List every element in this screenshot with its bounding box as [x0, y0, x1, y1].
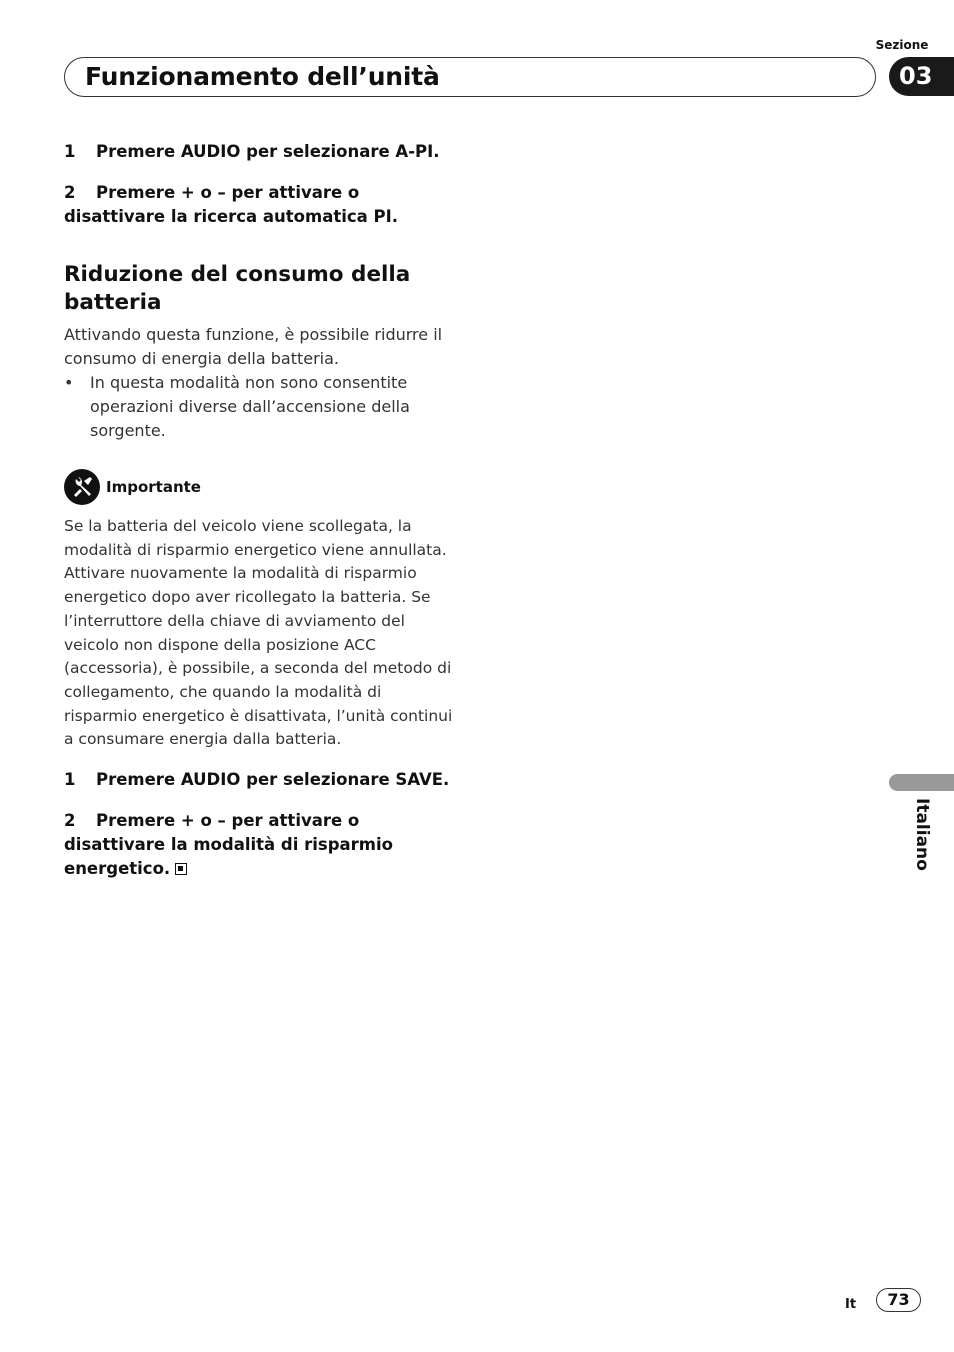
step-text: Premere + o – per attivare o disattivare la modalità di risparmio energetico. [64, 811, 393, 879]
page-title: Funzionamento dell’unità [85, 62, 440, 91]
step-2-top [64, 181, 456, 229]
important-text: Se la batteria del veicolo viene scollegata, la modalità di risparmio energetico viene annullata. Attivare nuovamente la modalità di risparmio energetico dopo aver ricollegato la batteria. Se l’interruttore della chiave di avviamento del veicolo non dispone della posizione ACC (accessoria), è possibile, a seconda del metodo di collegamento, che quando la modalità di risparmio energetico è disattivata, l’unità continui a consumare energia dalla batteria. [64, 517, 453, 749]
language-label: Italiano [912, 798, 932, 871]
important-heading [64, 467, 456, 507]
step-text: Premere + o – per attivare o disattivare la ricerca automatica PI. [64, 183, 399, 226]
header-bar [64, 57, 876, 97]
step-1-top [64, 140, 456, 164]
section-intro: Attivando questa funzione, è possibile ridurre il consumo di energia della batteria. [64, 325, 443, 368]
step-number: 1 [64, 770, 76, 790]
step-text: Premere AUDIO per selezionare A-PI. [96, 142, 440, 161]
step-number: 1 [64, 142, 76, 161]
step-number: 2 [64, 183, 76, 202]
bullet-item [64, 371, 456, 443]
step-1-bottom [64, 768, 456, 792]
step-number: 2 [64, 811, 76, 831]
important-wrench-icon [64, 469, 100, 505]
main-column [64, 140, 456, 898]
page-number: 73 [876, 1288, 921, 1312]
step-2-bottom [64, 809, 456, 881]
section-heading: Riduzione del consumo della batteria [64, 262, 411, 315]
end-of-section-icon [175, 863, 187, 875]
footer-lang-code: It [845, 1297, 857, 1312]
bullet-dot: • [64, 373, 74, 392]
bullet-text: In questa modalità non sono consentite operazioni diverse dall’accensione della sorgente. [90, 373, 410, 440]
step-text: Premere AUDIO per selezionare SAVE. [96, 770, 450, 790]
sezione-label: Sezione [875, 38, 929, 52]
language-tab [889, 774, 954, 791]
section-number-tab: 03 [889, 57, 954, 96]
important-label: Importante [106, 478, 201, 496]
